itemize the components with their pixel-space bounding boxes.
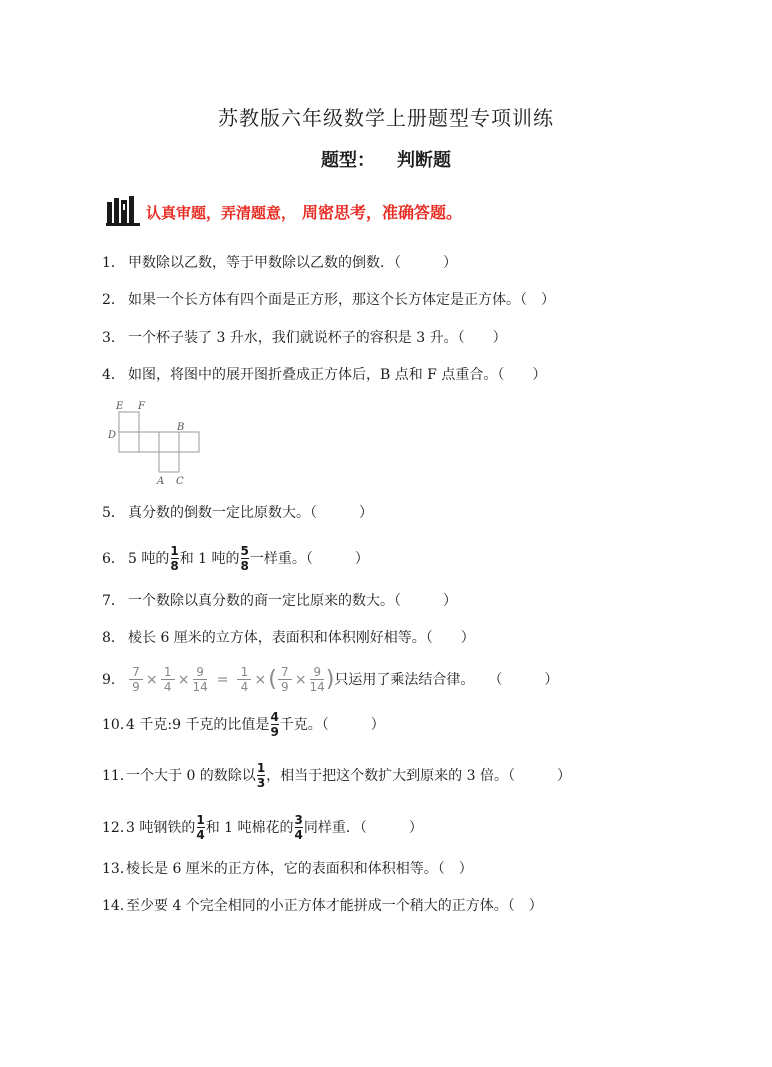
question-text: 一样重。（ ） xyxy=(249,550,369,567)
fraction: 7 9 xyxy=(129,666,143,693)
question-text: 同样重．（ ） xyxy=(303,819,423,836)
question-text: 一个数除以真分数的商一定比原来的数大。（ ） xyxy=(128,593,457,609)
question-number: 6． xyxy=(102,550,125,567)
question-7 xyxy=(102,590,457,612)
question-text: 4 千克:9 千克的比值是 xyxy=(126,716,270,733)
question-text: 甲数除以乙数，等于甲数除以乙数的倒数．（ ） xyxy=(128,255,457,271)
question-3 xyxy=(102,327,507,349)
question-number: 10． xyxy=(102,716,134,733)
fraction: $\frac{5}{8}$ xyxy=(240,544,249,573)
fraction: $\frac{1}{4}$ xyxy=(196,813,205,842)
question-text: 至少要 4 个完全相同的小正方体才能拼成一个稍大的正方体。（ ） xyxy=(126,898,543,914)
fraction: 9 14 xyxy=(192,665,208,694)
page-title: 苏教版六年级数学上册题型专项训练 xyxy=(218,106,554,130)
banner xyxy=(106,196,462,226)
question-number: 5． xyxy=(102,505,125,521)
question-text: 和 1 吨棉花的 xyxy=(205,819,294,836)
label-a: A xyxy=(157,476,165,487)
books-icon xyxy=(106,196,140,226)
question-8 xyxy=(102,627,475,649)
question-text: 千克。（ ） xyxy=(279,716,385,733)
question-text: 一个杯子装了 3 升水，我们就说杯子的容积是 3 升。（ ） xyxy=(128,330,507,346)
question-number: 8． xyxy=(102,630,125,646)
question-number: 11． xyxy=(102,767,134,784)
question-text: 3 吨钢铁的 xyxy=(126,819,196,836)
question-number: 1． xyxy=(102,255,125,271)
fraction: 9 14 xyxy=(309,665,325,694)
question-number: 14． xyxy=(102,898,134,914)
fraction: $\frac{1}{8}$ xyxy=(170,544,179,573)
question-4 xyxy=(102,364,546,386)
fraction: $\frac{4}{9}$ xyxy=(270,710,279,739)
question-11 xyxy=(102,762,571,789)
question-text: 5 吨的 xyxy=(128,550,170,567)
label-b: B xyxy=(177,422,185,433)
label-e: E xyxy=(116,401,124,412)
question-12 xyxy=(102,814,423,841)
question-number: 13． xyxy=(102,861,134,877)
label-d: D xyxy=(108,430,117,441)
question-10 xyxy=(102,711,385,738)
cube-net-figure xyxy=(106,398,216,490)
question-text: 一个大于 0 的数除以 xyxy=(126,767,256,784)
subtitle xyxy=(0,146,772,172)
question-text: 棱长 6 厘米的立方体，表面积和体积刚好相等。（ ） xyxy=(128,630,475,646)
banner-text-1: 认真审题，弄清题意， xyxy=(146,203,297,222)
question-number: 7． xyxy=(102,593,125,609)
question-13 xyxy=(102,858,473,880)
fraction: $\frac{3}{4}$ xyxy=(294,813,303,842)
fraction: 1 4 xyxy=(161,666,175,693)
question-5 xyxy=(102,502,373,524)
question-6 xyxy=(102,545,369,572)
fraction: $\frac{1}{3}$ xyxy=(256,761,266,790)
question-number: 9． xyxy=(102,671,125,688)
question-text: 棱长是 6 厘米的正方体，它的表面积和体积相等。（ ） xyxy=(126,861,473,877)
question-number: 3． xyxy=(102,330,125,346)
question-1 xyxy=(102,252,457,274)
question-text: 真分数的倒数一定比原数大。（ ） xyxy=(128,505,373,521)
banner-text-2: 周密思考，准确答题。 xyxy=(302,202,463,222)
question-text: 如果一个长方体有四个面是正方形，那这个长方体定是正方体。（ ） xyxy=(128,292,555,308)
question-number: 12． xyxy=(102,819,134,836)
question-text: ，相当于把这个数扩大到原来的 3 倍。（ ） xyxy=(266,767,571,784)
banner-text xyxy=(146,200,462,223)
label-c: C xyxy=(176,476,184,487)
question-2 xyxy=(102,289,555,311)
label-f: F xyxy=(138,401,145,412)
fraction: 1 4 xyxy=(237,666,251,693)
question-text: 只运用了乘法结合律。 （ ） xyxy=(334,671,559,688)
fraction: 7 9 xyxy=(278,666,292,693)
question-text: 和 1 吨的 xyxy=(179,550,240,567)
question-14 xyxy=(102,895,543,917)
subtitle-value: 判断题 xyxy=(397,150,451,171)
question-number: 2． xyxy=(102,292,125,308)
question-9: 9． 7 9 × 1 4 × 9 14 = 1 4 × ( 7 9 × 9 14 ) 只运用了乘法结合律。 （ ） xyxy=(102,665,559,694)
question-text: 如图，将图中的展开图折叠成正方体后，B 点和 F 点重合。（ ） xyxy=(128,367,547,383)
question-number: 4． xyxy=(102,367,125,383)
subtitle-label: 题型： xyxy=(321,150,375,171)
